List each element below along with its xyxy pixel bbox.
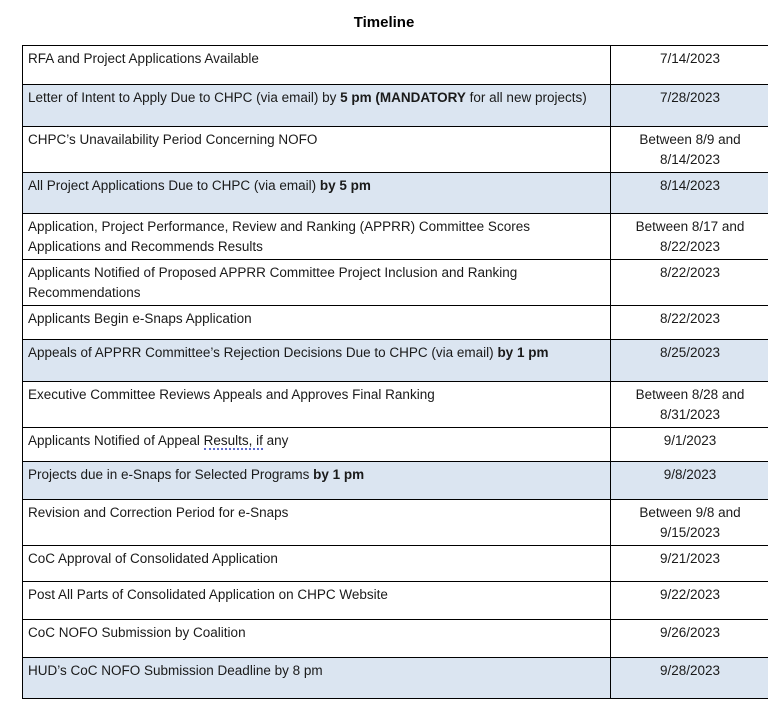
date-cell xyxy=(611,340,768,382)
table-row xyxy=(23,306,768,340)
task-text-bold: by 1 pm xyxy=(313,467,365,482)
timeline-table xyxy=(22,45,768,699)
date-line: 9/15/2023 xyxy=(659,525,721,540)
task-cell xyxy=(23,46,611,85)
date-line: Between 8/17 and xyxy=(635,219,745,234)
task-text: any xyxy=(262,433,289,448)
task-text: Executive Committee Reviews Appeals and Approves Final Ranking xyxy=(28,387,435,402)
date-line: 9/1/2023 xyxy=(663,433,717,448)
task-text-bold: 5 pm (MANDATORY xyxy=(340,90,466,105)
date-line: 9/22/2023 xyxy=(659,587,721,602)
task-text: RFA and Project Applications Available xyxy=(28,51,259,66)
date-line: Between 8/9 and xyxy=(639,132,741,147)
task-cell xyxy=(23,173,611,214)
task-text-underlined: Results, if xyxy=(203,433,263,448)
date-line: 8/14/2023 xyxy=(659,178,721,193)
date-line: Between 8/28 and xyxy=(635,387,745,402)
date-cell xyxy=(611,46,768,85)
table-row xyxy=(23,340,768,382)
task-cell xyxy=(23,260,611,306)
date-line: 8/14/2023 xyxy=(659,152,721,167)
date-line: 8/31/2023 xyxy=(659,407,721,422)
table-row xyxy=(23,382,768,428)
date-line: 8/25/2023 xyxy=(659,345,721,360)
task-cell xyxy=(23,127,611,173)
date-cell xyxy=(611,382,768,428)
task-text: All Project Applications Due to CHPC (via email) xyxy=(28,178,320,193)
task-cell xyxy=(23,306,611,340)
date-line: 8/22/2023 xyxy=(659,311,721,326)
table-row xyxy=(23,620,768,658)
table-row xyxy=(23,658,768,699)
task-text: CHPC’s Unavailability Period Concerning NOFO xyxy=(28,132,318,147)
date-line: Between 9/8 and xyxy=(639,505,741,520)
task-text: for all new projects) xyxy=(465,90,587,105)
date-cell xyxy=(611,306,768,340)
task-text: Appeals of APPRR Committee’s Rejection Decisions Due to CHPC (via email) xyxy=(28,345,498,360)
task-cell xyxy=(23,462,611,500)
date-line: 9/26/2023 xyxy=(659,625,721,640)
date-line: 8/22/2023 xyxy=(659,239,721,254)
date-line: 7/14/2023 xyxy=(659,51,721,66)
timeline-table-body xyxy=(23,46,768,699)
date-line: 9/28/2023 xyxy=(659,663,721,678)
table-row xyxy=(23,582,768,620)
date-line: 7/28/2023 xyxy=(659,90,721,105)
task-cell xyxy=(23,620,611,658)
task-cell xyxy=(23,500,611,546)
date-cell xyxy=(611,462,768,500)
task-text: Post All Parts of Consolidated Application on CHPC Website xyxy=(28,587,388,602)
task-text: Applicants Notified of Proposed APPRR Committee Project Inclusion and Ranking Recommendations xyxy=(28,265,518,300)
date-cell xyxy=(611,582,768,620)
task-cell xyxy=(23,582,611,620)
page-title: Timeline xyxy=(353,14,415,31)
task-text: Applicants Notified of Appeal xyxy=(28,433,204,448)
table-row xyxy=(23,127,768,173)
task-text: Application, Project Performance, Review and Ranking (APPRR) Committee Scores Applications and Recommends Results xyxy=(28,219,530,254)
table-row xyxy=(23,428,768,462)
task-text: Revision and Correction Period for e-Snaps xyxy=(28,505,289,520)
date-line: 9/21/2023 xyxy=(659,551,721,566)
task-text: HUD’s CoC NOFO Submission Deadline by 8 pm xyxy=(28,663,323,678)
task-cell xyxy=(23,382,611,428)
date-cell xyxy=(611,127,768,173)
task-cell xyxy=(23,658,611,699)
date-cell xyxy=(611,428,768,462)
table-row xyxy=(23,260,768,306)
date-cell xyxy=(611,214,768,260)
table-row xyxy=(23,46,768,85)
task-text-bold: by 5 pm xyxy=(319,178,371,193)
task-text: CoC Approval of Consolidated Application xyxy=(28,551,278,566)
table-row xyxy=(23,462,768,500)
table-row xyxy=(23,85,768,127)
task-text-bold: by 1 pm xyxy=(497,345,549,360)
task-text: Applicants Begin e-Snaps Application xyxy=(28,311,252,326)
date-cell xyxy=(611,500,768,546)
task-cell xyxy=(23,214,611,260)
task-text: Letter of Intent to Apply Due to CHPC (via email) by xyxy=(28,90,341,105)
task-text: Projects due in e-Snaps for Selected Programs xyxy=(28,467,314,482)
date-cell xyxy=(611,173,768,214)
date-line: 9/8/2023 xyxy=(663,467,717,482)
task-cell xyxy=(23,546,611,582)
date-cell xyxy=(611,546,768,582)
task-cell xyxy=(23,428,611,462)
date-cell xyxy=(611,620,768,658)
date-line: 8/22/2023 xyxy=(659,265,721,280)
date-cell xyxy=(611,658,768,699)
table-row xyxy=(23,214,768,260)
table-row xyxy=(23,173,768,214)
table-row xyxy=(23,500,768,546)
date-cell xyxy=(611,85,768,127)
task-text: CoC NOFO Submission by Coalition xyxy=(28,625,246,640)
table-row xyxy=(23,546,768,582)
date-cell xyxy=(611,260,768,306)
task-cell xyxy=(23,340,611,382)
task-cell xyxy=(23,85,611,127)
